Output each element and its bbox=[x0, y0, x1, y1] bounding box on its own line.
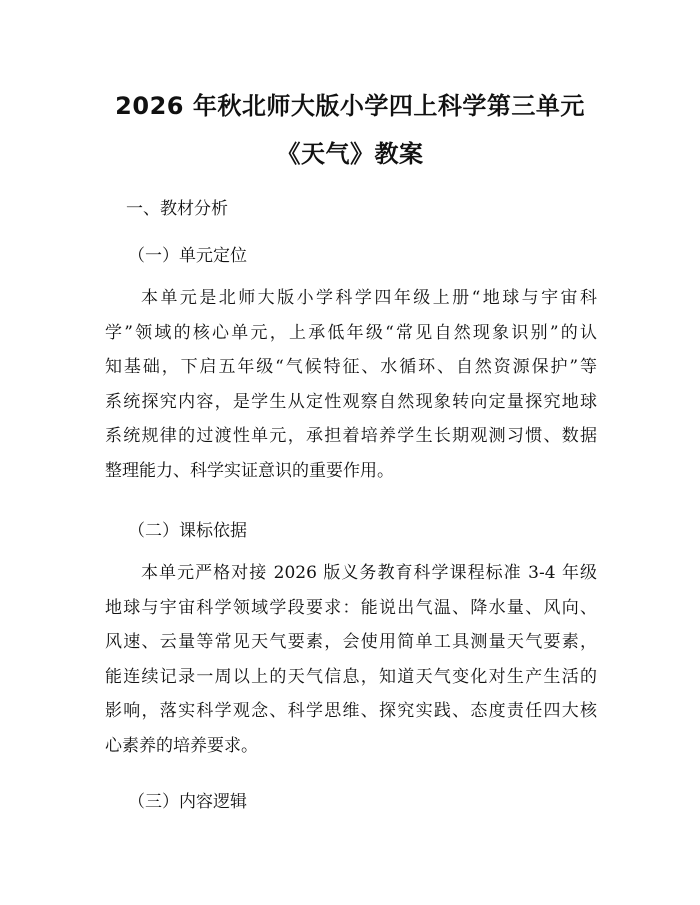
paragraph-line: 风速、云量等常见天气要素，会使用简单工具测量天气要素， bbox=[105, 632, 597, 652]
subsection-heading-curriculum-basis: （二）课标依据 bbox=[128, 521, 247, 541]
paragraph-unit-positioning bbox=[105, 281, 597, 488]
paragraph-curriculum-basis bbox=[105, 556, 597, 763]
subsection-heading-content-logic: （三）内容逻辑 bbox=[128, 792, 247, 812]
section-heading-analysis: 一、教材分析 bbox=[126, 199, 228, 219]
paragraph-line: 本单元严格对接 2026 版义务教育科学课程标准 3-4 年级 bbox=[141, 563, 597, 583]
document-title-line-1: 2026 年秋北师大版小学四上科学第三单元 bbox=[115, 92, 585, 120]
paragraph-line: 系统探究内容，是学生从定性观察自然现象转向定量探究地球 bbox=[105, 391, 597, 412]
paragraph-line: 地球与宇宙科学领域学段要求：能说出气温、降水量、风向、 bbox=[105, 597, 597, 618]
subsection-heading-positioning: （一）单元定位 bbox=[128, 246, 247, 266]
paragraph-line: 能连续记录一周以上的天气信息，知道天气变化对生产生活的 bbox=[105, 666, 597, 687]
paragraph-line: 影响，落实科学观念、科学思维、探究实践、态度责任四大核 bbox=[105, 701, 597, 721]
paragraph-line: 整理能力、科学实证意识的重要作用。 bbox=[105, 460, 394, 481]
paragraph-line: 学”领域的核心单元，上承低年级“常见自然现象识别”的认 bbox=[105, 322, 597, 343]
document-title-line-2: 《天气》教案 bbox=[276, 140, 424, 168]
paragraph-line: 心素养的培养要求。 bbox=[105, 735, 258, 756]
paragraph-line: 知基础，下启五年级“气候特征、水循环、自然资源保护”等 bbox=[105, 357, 597, 377]
paragraph-line: 本单元是北师大版小学科学四年级上册“地球与宇宙科 bbox=[141, 288, 597, 308]
paragraph-line: 系统规律的过渡性单元，承担着培养学生长期观测习惯、数据 bbox=[105, 426, 597, 446]
